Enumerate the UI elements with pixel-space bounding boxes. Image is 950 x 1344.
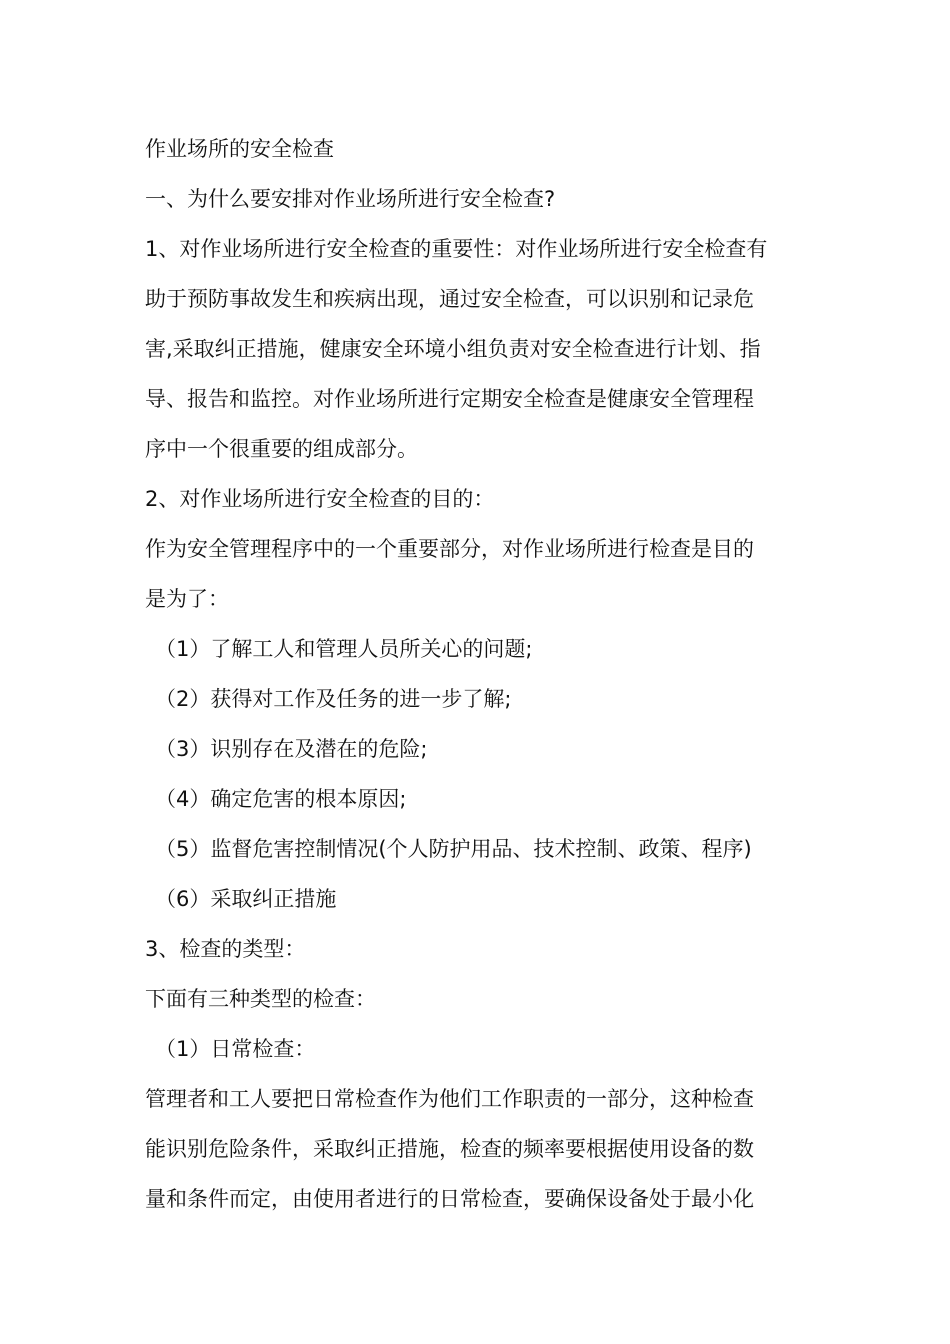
purpose-list <box>145 624 809 924</box>
purpose-heading: 2、对作业场所进行安全检查的目的： <box>145 487 495 511</box>
paragraph-line: 1、对作业场所进行安全检查的重要性：对作业场所进行安全检查有 <box>145 237 768 261</box>
list-item: （1）了解工人和管理人员所关心的问题; <box>155 637 533 661</box>
purpose-intro-paragraph <box>145 524 809 624</box>
document-title: 作业场所的安全检查 <box>145 137 334 161</box>
paragraph-line: 管理者和工人要把日常检查作为他们工作职责的一部分，这种检查 <box>145 1087 754 1111</box>
paragraph-line: 助于预防事故发生和疾病出现，通过安全检查，可以识别和记录危 <box>145 287 754 311</box>
daily-inspection-heading: （1）日常检查： <box>155 1037 316 1061</box>
paragraph-line: 序中一个很重要的组成部分。 <box>145 437 418 461</box>
list-item: （2）获得对工作及任务的进一步了解; <box>155 687 512 711</box>
daily-inspection-paragraph <box>145 1074 809 1224</box>
paragraph-line: 能识别危险条件，采取纠正措施，检查的频率要根据使用设备的数 <box>145 1137 754 1161</box>
list-item: （5）监督危害控制情况(个人防护用品、技术控制、政策、程序) <box>155 837 752 861</box>
types-heading: 3、检查的类型： <box>145 937 306 961</box>
section-heading-why: 一、为什么要安排对作业场所进行安全检查? <box>145 187 556 211</box>
paragraph-line: 作为安全管理程序中的一个重要部分，对作业场所进行检查是目的 <box>145 537 754 561</box>
paragraph-line: 导、报告和监控。对作业场所进行定期安全检查是健康安全管理程 <box>145 387 754 411</box>
paragraph-line: 害,采取纠正措施，健康安全环境小组负责对安全检查进行计划、指 <box>145 337 761 361</box>
list-item: （6）采取纠正措施 <box>155 887 337 911</box>
paragraph-line: 是为了： <box>145 587 229 611</box>
document-page <box>145 124 809 1224</box>
list-item: （4）确定危害的根本原因; <box>155 787 407 811</box>
importance-paragraph <box>145 224 809 474</box>
paragraph-line: 量和条件而定，由使用者进行的日常检查，要确保设备处于最小化 <box>145 1187 754 1211</box>
list-item: （3）识别存在及潜在的危险; <box>155 737 428 761</box>
types-intro: 下面有三种类型的检查： <box>145 987 376 1011</box>
